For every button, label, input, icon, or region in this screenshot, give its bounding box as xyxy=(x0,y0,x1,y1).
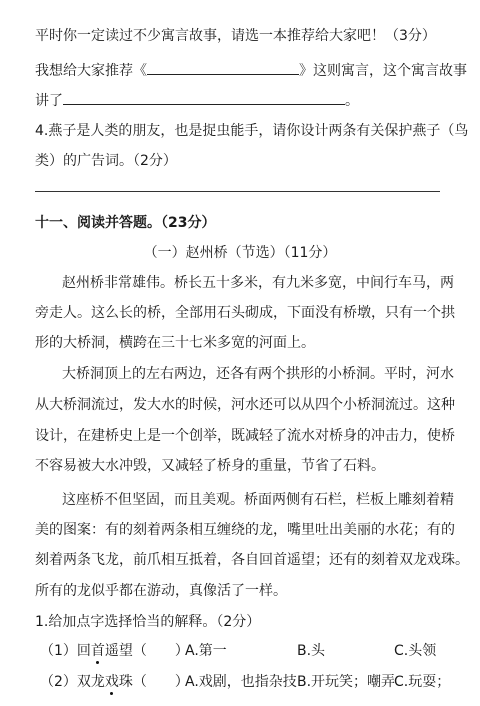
q3-prompt: 平时你一定读过不少寓言故事，请选一本推荐给大家吧！（3分） xyxy=(35,28,436,44)
passage-line: 旁走人。这么长的桥，全部用石头砌成，下面没有桥墩，只有一个拱 xyxy=(35,305,455,321)
q1-item1-word: （1）回首遥望（ ） xyxy=(40,643,189,659)
passage-line: 不容易被大水冲毁，又减轻了桥身的重量，节省了石料。 xyxy=(35,458,385,474)
q1-item1-option-c: C.头领 xyxy=(394,643,437,659)
slogan-answer-line[interactable] xyxy=(35,191,440,192)
q1-item2-word: （2）双龙戏珠（ ） xyxy=(40,674,189,690)
passage-line: 刻着两条飞龙，前爪相互抵着，各自回首遥望；还有的刻着双龙戏珠。 xyxy=(35,552,469,568)
q3-recommend-prefix: 我想给大家推荐《 xyxy=(35,63,147,79)
passage-line: 赵州桥非常雄伟。桥长五十多米，有九米多宽，中间行车马，两 xyxy=(62,275,454,291)
q3-recommend-suffix: 》这则寓言，这个寓言故事 xyxy=(299,63,467,79)
passage-line: 大桥洞顶上的左右两边，还各有两个拱形的小桥洞。平时，河水 xyxy=(62,366,454,382)
q4-prompt-line2: 类）的广告词。（2分） xyxy=(35,153,177,169)
dotted-char: 首 xyxy=(90,643,105,659)
passage-line: 美的图案：有的刻着两条相互缠绕的龙，嘴里吐出美丽的水花；有的 xyxy=(35,522,455,538)
passage-line: 从大桥洞流过，发大水的时候，河水还可以从四个小桥洞流过。这种 xyxy=(35,397,455,413)
section-heading: 十一、阅读并答题。（23分） xyxy=(35,215,216,231)
q3-story-suffix: 。 xyxy=(345,93,359,109)
passage-line: 形的大桥洞，横跨在三十七米多宽的河面上。 xyxy=(35,335,315,351)
q1-item1-option-b: B.头 xyxy=(297,643,326,659)
q3-story-prefix: 讲了 xyxy=(35,93,63,109)
q3-recommend-line xyxy=(35,60,467,81)
q1-item2-option-b: B.开玩笑；嘲弄 xyxy=(297,674,396,690)
passage-line: 设计，在建桥史上是一个创举，既减轻了流水对桥身的冲击力，使桥 xyxy=(35,428,455,444)
q1-item1-option-a: A.第一 xyxy=(185,643,227,659)
story-content-blank[interactable] xyxy=(63,90,345,105)
passage-line: 所有的龙似乎都在游动，真像活了一样。 xyxy=(35,583,287,599)
q1-item2-option-c: C.玩耍； xyxy=(394,674,451,690)
q3-story-line xyxy=(35,90,359,111)
fable-title-blank[interactable] xyxy=(147,60,299,75)
dotted-char: 戏 xyxy=(104,674,119,690)
q1-item2-option-a: A.戏剧，也指杂技 xyxy=(185,674,297,690)
q4-prompt-line1: 4.燕子是人类的朋友，也是捉虫能手，请你设计两条有关保护燕子（鸟 xyxy=(35,123,469,139)
q1-stem: 1.给加点字选择恰当的解释。（2分） xyxy=(35,614,261,630)
passage-line: 这座桥不但坚固，而且美观。桥面两侧有石栏，栏板上雕刻着精 xyxy=(62,492,454,508)
passage-title: （一）赵州桥（节选）（11分） xyxy=(143,245,337,261)
